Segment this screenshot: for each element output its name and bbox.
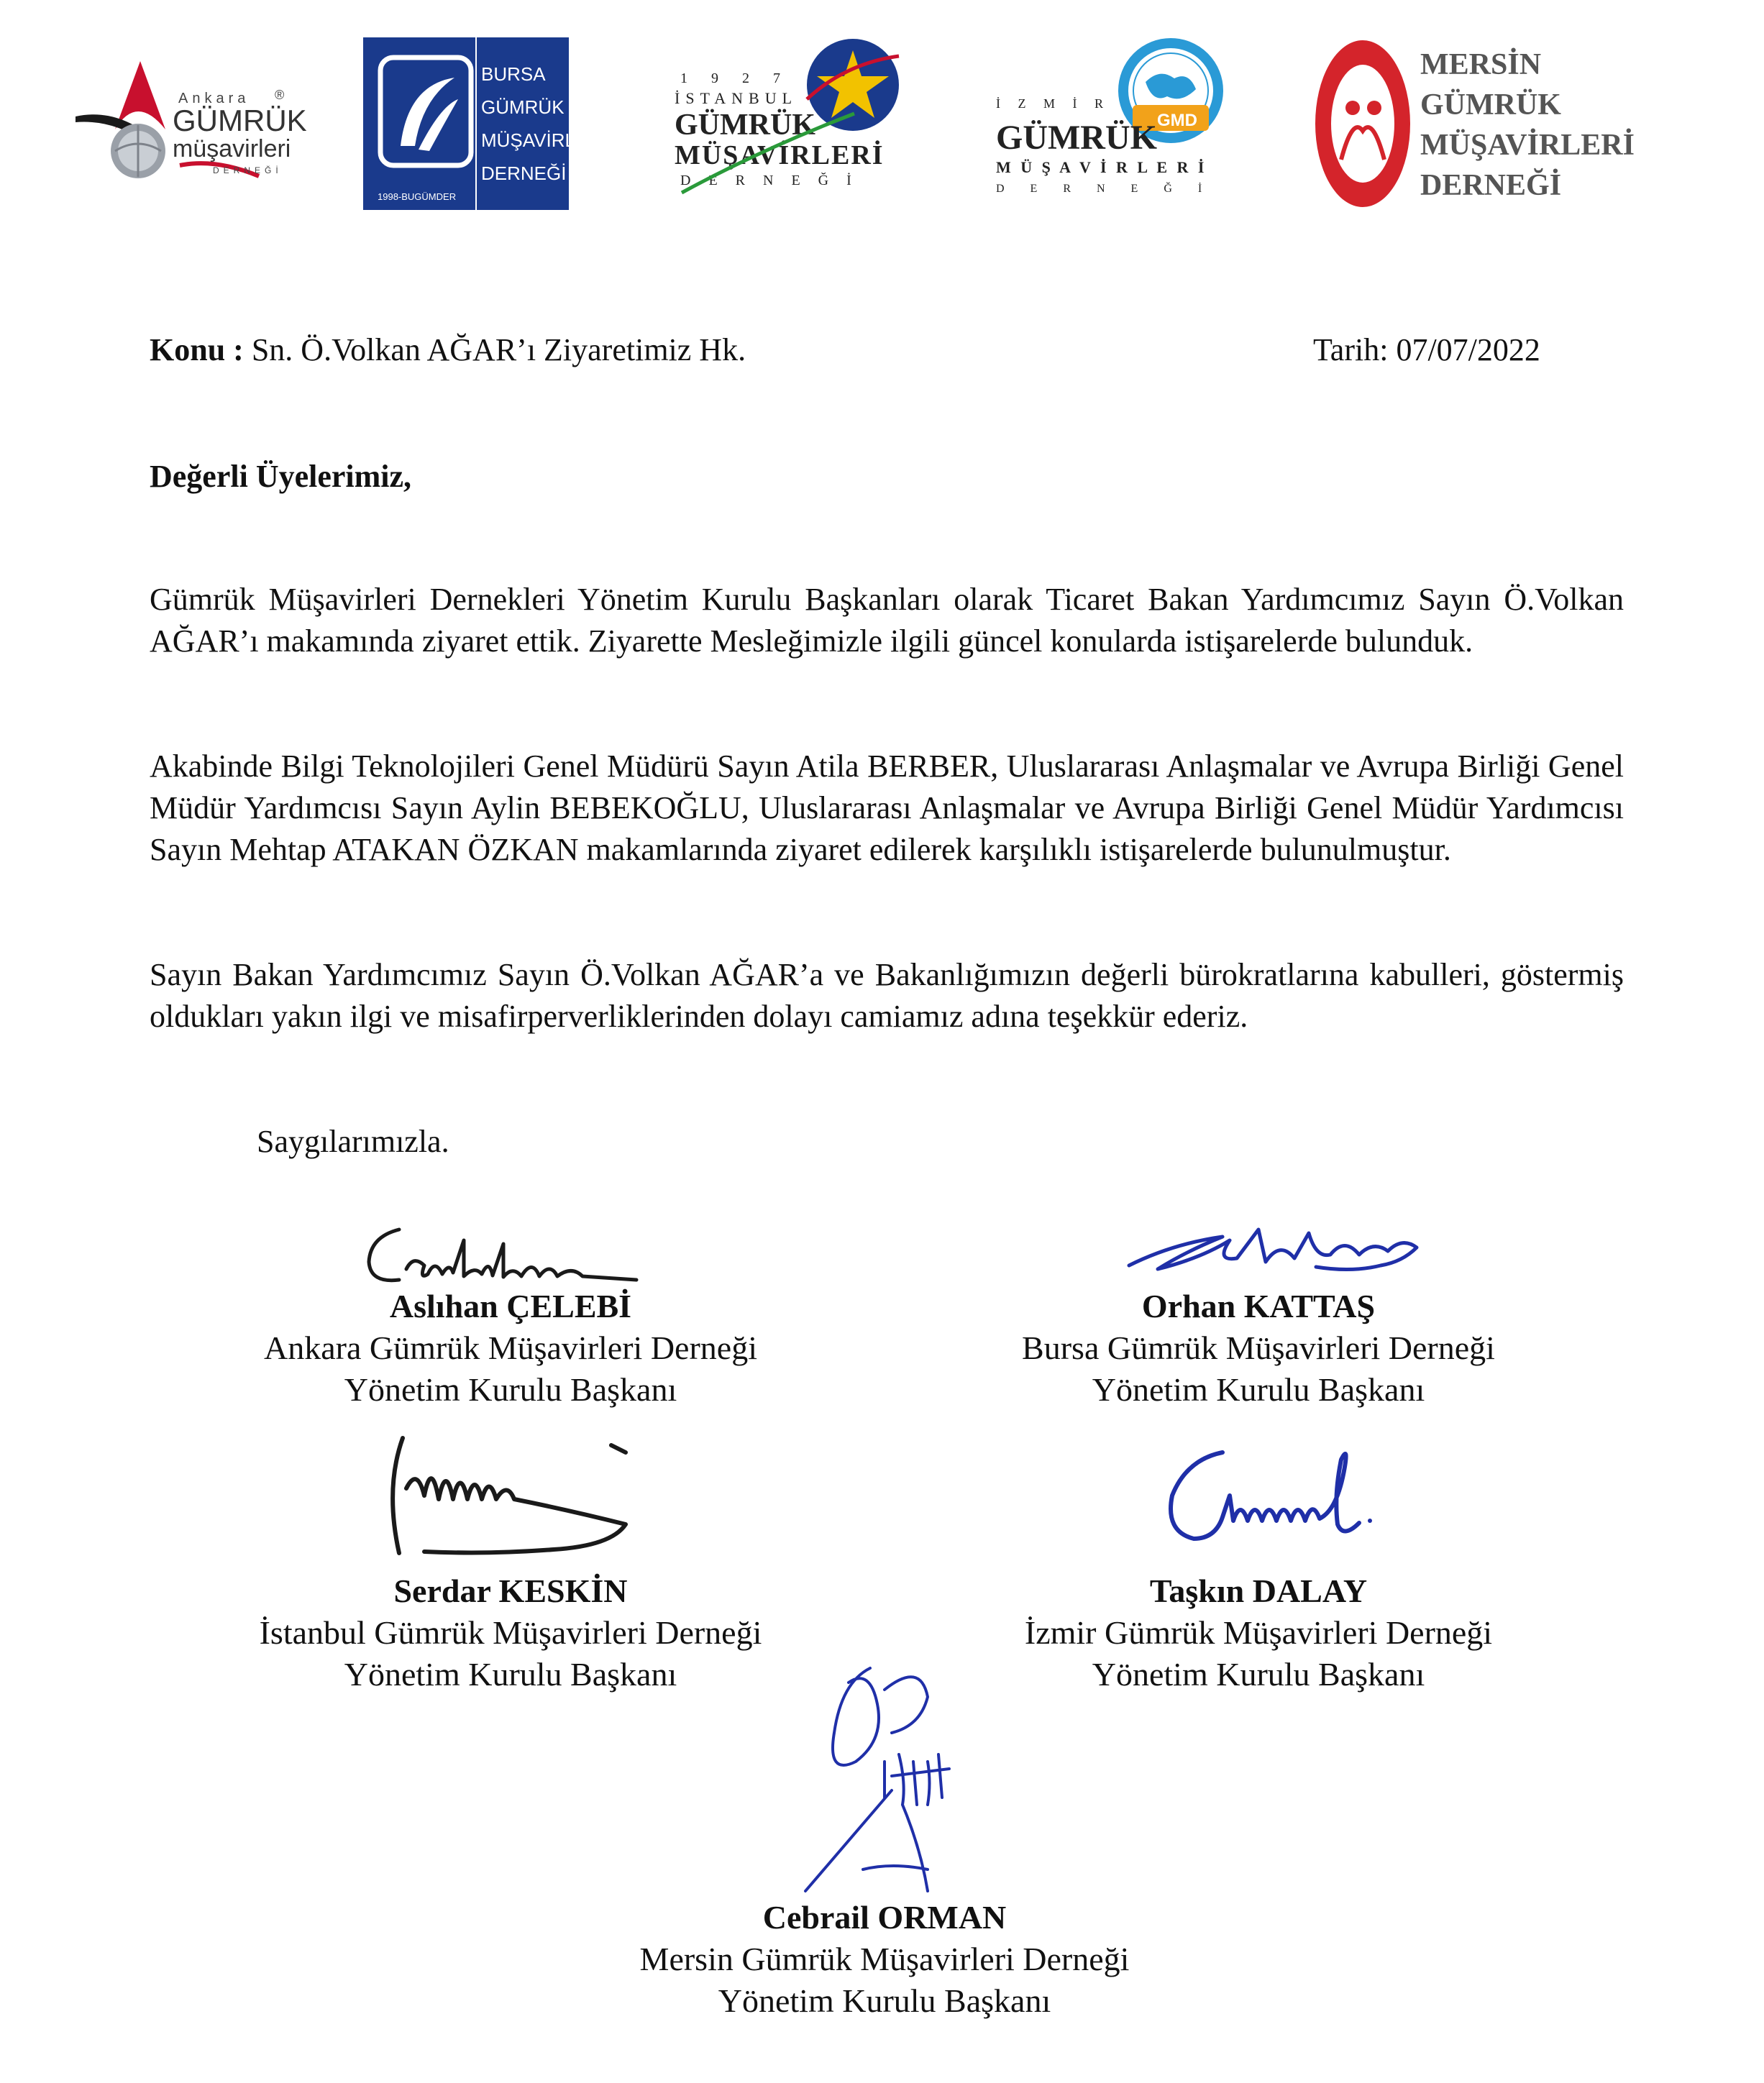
signatory-4-org: İzmir Gümrük Müşavirleri Derneği bbox=[1024, 1614, 1493, 1651]
bursa-logo bbox=[363, 37, 607, 210]
signature-dalay-icon bbox=[1151, 1438, 1395, 1560]
istanbul-logo-city: İSTANBUL bbox=[675, 89, 798, 107]
date-label: Tarih: bbox=[1313, 332, 1397, 367]
signatory-3-name: Serdar KESKİN bbox=[393, 1572, 628, 1609]
signatory-4-name: Taşkın DALAY bbox=[1149, 1572, 1368, 1609]
izmir-logo-city: İ Z M İ R bbox=[996, 96, 1110, 111]
body-paragraph-3: Sayın Bakan Yardımcımız Sayın Ö.Volkan AĞAR’a ve Bakanlığımızın değerli bürokratlarına kabulleri, göstermiş oldukları yakın ilgi ve misafirperverliklerinden dolayı camiamız adına teşekkür ederiz. bbox=[150, 957, 1624, 1034]
bursa-logo-footer: 1998-BUGÜMDER bbox=[378, 191, 457, 202]
istanbul-swoosh-icon bbox=[675, 114, 862, 200]
istanbul-logo-year: 1 9 2 7 bbox=[680, 70, 790, 86]
signatory-5-org: Mersin Gümrük Müşavirleri Derneği bbox=[639, 1941, 1130, 1977]
closing: Saygılarımızla. bbox=[257, 1124, 449, 1159]
signature-keskin-icon bbox=[381, 1431, 654, 1567]
signatory-2-org: Bursa Gümrük Müşavirleri Derneği bbox=[1022, 1329, 1495, 1366]
signature-kattas-icon bbox=[1115, 1208, 1431, 1287]
bursa-divider bbox=[475, 37, 477, 210]
izmir-logo-line2: M Ü Ş A V İ R L E R İ bbox=[996, 158, 1207, 176]
izmir-logo-badge: GMD bbox=[1157, 111, 1197, 130]
mersin-logo-line1: MERSİN bbox=[1420, 48, 1542, 81]
ankara-logo-line4: DERNEĞİ bbox=[213, 165, 283, 175]
istanbul-logo-line1: GÜMRÜK bbox=[675, 109, 815, 142]
body-paragraph-1: Gümrük Müşavirleri Dernekleri Yönetim Kurulu Başkanları olarak Ticaret Bakan Yardımcımız Sayın Ö.Volkan AĞAR’ı makamında ziyaret ettik. Ziyarette Mesleğimizle ilgili güncel konularda istişarelerde bulunduk. bbox=[150, 582, 1624, 659]
ankara-logo-reg: ® bbox=[275, 88, 285, 102]
bursa-logo-line2: GÜMRÜK bbox=[481, 96, 565, 118]
izmir-logo-line1: GÜMRÜK bbox=[996, 119, 1157, 157]
salutation: Değerli Üyelerimiz, bbox=[150, 459, 412, 494]
date-value: 07/07/2022 bbox=[1396, 332, 1540, 367]
ankara-logo-line3: müşavirleri bbox=[173, 135, 291, 162]
istanbul-logo bbox=[675, 35, 919, 207]
body-paragraph-2: Akabinde Bilgi Teknolojileri Genel Müdürü Sayın Atila BERBER, Uluslararası Anlaşmalar ve Avrupa Birliği Genel Müdür Yardımcısı Sayın Aylin BEBEKOĞLU, Uluslararası Anlaşmalar ve Avrupa Birliği Genel Müdür Yardımcısı Sayın Mehtap ATAKAN ÖZKAN makamlarında ziyaret edilerek karşılıklı istişarelerde bulunulmuştur. bbox=[150, 748, 1624, 867]
mersin-logo-line4: DERNEĞİ bbox=[1420, 169, 1562, 202]
mersin-logo-line3: MÜŞAVİRLERİ bbox=[1420, 129, 1635, 162]
bursa-emblem-icon bbox=[379, 56, 472, 178]
bursa-logo-line4: DERNEĞİ bbox=[481, 162, 567, 184]
signatory-4-title: Yönetim Kurulu Başkanı bbox=[1092, 1656, 1425, 1693]
izmir-logo-line3: D E R N E Ğ İ bbox=[996, 183, 1214, 195]
signatory-3-org: İstanbul Gümrük Müşavirleri Derneği bbox=[259, 1614, 762, 1651]
logo-row bbox=[0, 0, 1764, 230]
signatory-1-org: Ankara Gümrük Müşavirleri Derneği bbox=[264, 1329, 757, 1366]
mersin-seal-icon bbox=[1312, 37, 1413, 210]
izmir-logo bbox=[996, 39, 1240, 211]
signatory-2-name: Orhan KATTAŞ bbox=[1141, 1288, 1376, 1324]
subject-line bbox=[150, 329, 1372, 371]
mersin-logo bbox=[1312, 37, 1635, 214]
signatory-1-title: Yönetim Kurulu Başkanı bbox=[344, 1371, 677, 1408]
istanbul-logo-line3: D E R N E Ğ İ bbox=[680, 173, 859, 188]
subject-label: Konu bbox=[150, 332, 226, 367]
subject-separator: : bbox=[225, 332, 252, 367]
ankara-logo-line1: Ankara bbox=[178, 91, 250, 106]
signatory-5-title: Yönetim Kurulu Başkanı bbox=[718, 1982, 1051, 2019]
signature-celebi-icon bbox=[356, 1215, 644, 1294]
bursa-logo-line1: BURSA bbox=[481, 63, 546, 85]
bursa-logo-line3: MÜŞAVİRLERİ bbox=[481, 129, 607, 151]
signatory-1-name: Aslıhan ÇELEBİ bbox=[389, 1288, 632, 1324]
signatory-3-title: Yönetim Kurulu Başkanı bbox=[344, 1656, 677, 1693]
ankara-logo bbox=[72, 50, 307, 187]
signature-orman-icon bbox=[777, 1654, 992, 1898]
mersin-logo-line2: GÜMRÜK bbox=[1420, 88, 1561, 122]
ankara-logo-line2: GÜMRÜK bbox=[173, 104, 307, 137]
date-line bbox=[1313, 329, 1540, 371]
istanbul-logo-line2: MÜŞAVİRLERİ bbox=[675, 140, 885, 170]
signatory-2-title: Yönetim Kurulu Başkanı bbox=[1092, 1371, 1425, 1408]
signatory-5-name: Cebrail ORMAN bbox=[762, 1899, 1007, 1936]
subject-text: Sn. Ö.Volkan AĞAR’ı Ziyaretimiz Hk. bbox=[251, 332, 746, 367]
